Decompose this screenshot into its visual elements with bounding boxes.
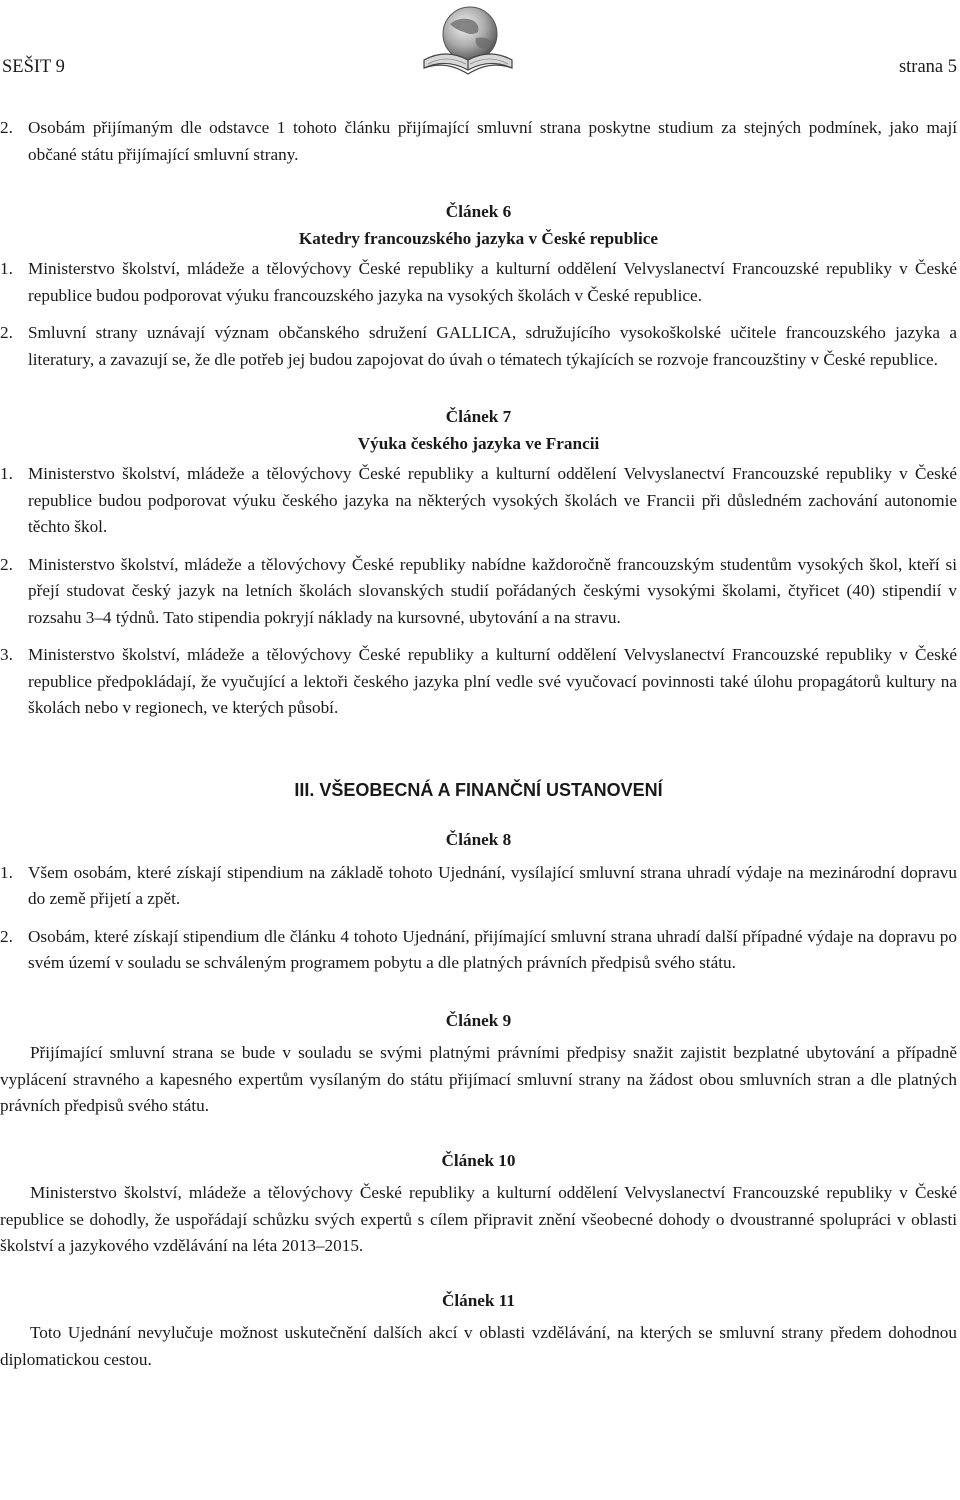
- paragraph-number: 2.: [0, 118, 13, 137]
- paragraph-text: Ministerstvo školství, mládeže a tělovýchovy České republiky a kulturní oddělení Velvyslanectví Francouzské republiky v České republice předpokládají, že vyučující a lektoři českého jazyka plní vedle své vyučovací povinnosti také úlohu propagátorů kultury na školách nebo v regionech, ve kterých působí.: [28, 645, 957, 717]
- article11-text: Toto Ujednání nevylučuje možnost uskutečnění dalších akcí v oblasti vzdělávání, na kterých se smluvní strany předem dohodnou diplomatickou cestou.: [0, 1323, 957, 1369]
- article8-paragraph1: [0, 860, 957, 913]
- article6-title: Článek 6: [445, 202, 512, 221]
- article9-text: Přijímající smluvní strana se bude v souladu se svými platnými právními předpisy snažit zajistit bezplatné ubytování a případně vyplácení stravného a kapesného expertům vysílaným do státu přijímací smluvní strany na žádost obou smluvních stran a dle platných právních předpisů svého státu.: [0, 1043, 957, 1115]
- article6-paragraph2: [0, 320, 957, 373]
- article8-paragraph2: [0, 924, 957, 977]
- paragraph-text: Smluvní strany uznávají význam občanského sdružení GALLICA, sdružujícího vysokoškolské učitele francouzského jazyka a literatury, a zavazují se, že dle potřeb jej budou zapojovat do úvah o tématech týkajících se rozvoje francouzštiny v České republice.: [28, 323, 957, 369]
- article10-title: Článek 10: [441, 1150, 516, 1170]
- paragraph-text: Ministerstvo školství, mládeže a tělovýchovy České republiky a kulturní oddělení Velvyslanectví Francouzské republiky v České republice budou podporovat výuku českého jazyka na některých vysokých školách ve Francii při důsledném zachování autonomie těchto škol.: [28, 464, 957, 536]
- paragraph-number: 1.: [0, 259, 13, 278]
- article7-paragraph2: [0, 552, 957, 632]
- paragraph-text: Ministerstvo školství, mládeže a tělovýchovy České republiky a kulturní oddělení Velvyslanectví Francouzské republiky v České republice budou podporovat výuku francouzského jazyka na vysokých školách v České republice.: [28, 259, 957, 305]
- article6-subtitle: Katedry francouzského jazyka v České republice: [298, 228, 659, 248]
- article6-paragraph1: [0, 256, 957, 309]
- paragraph-number: 1.: [0, 862, 13, 882]
- article11-title: Článek 11: [441, 1290, 516, 1310]
- article10-text: Ministerstvo školství, mládeže a tělovýchovy České republiky a kulturní oddělení Velvyslanectví Francouzské republiky v České republice se dohodly, že uspořádají schůzku svých expertů s cílem připravit znění všeobecné dohody o dvoustranné spolupráci v oblasti školství a jazykového vzdělávání na léta 2013–2015.: [0, 1183, 957, 1255]
- article8-title: Článek 8: [445, 830, 512, 849]
- paragraph-number: 2.: [0, 554, 13, 574]
- paragraph-text: Osobám, které získají stipendium dle článku 4 tohoto Ujednání, přijímající smluvní strana uhradí další případné výdaje na dopravu po svém území v souladu se schváleným programem pobytu a dle platných právních předpisů svého státu.: [28, 926, 957, 972]
- article7-subtitle: Výuka českého jazyka ve Francii: [357, 433, 600, 453]
- document-body: [0, 115, 957, 1373]
- paragraph-number: 2.: [0, 926, 13, 946]
- article9-title: Článek 9: [445, 1010, 512, 1030]
- paragraph-text: Všem osobám, které získají stipendium na základě tohoto Ujednání, vysílající smluvní strana uhradí výdaje na mezinárodní dopravu do země přijetí a zpět.: [28, 862, 957, 908]
- page-number: strana 5: [898, 57, 957, 77]
- article7-paragraph3: [0, 642, 957, 722]
- issue-label: SEŠIT 9: [2, 57, 65, 77]
- paragraph-number: 1.: [0, 464, 13, 483]
- paragraph-number: 3.: [0, 645, 13, 664]
- globe-book-logo-icon: [420, 2, 516, 80]
- paragraph-text: Osobám přijímaným dle odstavce 1 tohoto článku přijímající smluvní strana poskytne studium za stejných podmínek, jako mají občané státu přijímající smluvní strany.: [28, 118, 957, 164]
- paragraph-text: Ministerstvo školství, mládeže a tělovýchovy České republiky nabídne každoročně francouzským studentům vysokých škol, kteří si přejí studovat český jazyk na letních školách slovanských studií pořádaných českými vysokými školami, čtyřicet (40) stipendií v rozsahu 3–4 týdnů. Tato stipendia pokryjí náklady na kursovné, ubytování a na stravu.: [28, 554, 957, 627]
- article7-paragraph1: [0, 461, 957, 541]
- paragraph-number: 2.: [0, 323, 13, 342]
- article5-paragraph2: [0, 115, 957, 168]
- article7-title: Článek 7: [445, 407, 512, 426]
- section-heading: III. VŠEOBECNÁ A FINANČNÍ USTANOVENÍ: [294, 779, 663, 800]
